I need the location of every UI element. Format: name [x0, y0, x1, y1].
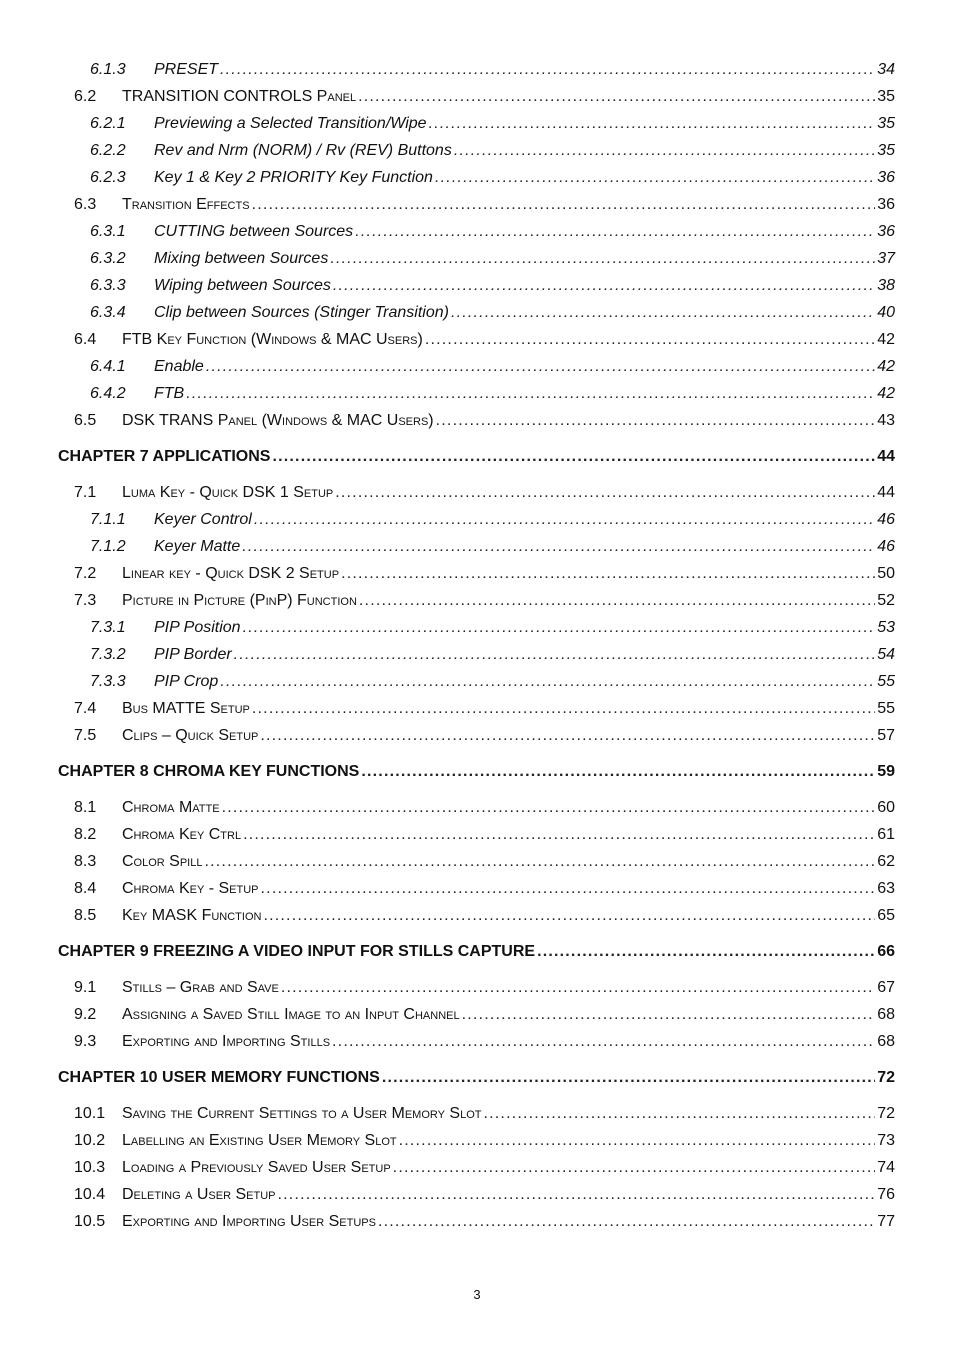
toc-entry-title: PIP Position — [154, 619, 241, 636]
dot-leader — [243, 614, 876, 641]
dot-leader — [281, 974, 875, 1001]
toc-entry[interactable] — [0, 56, 954, 83]
toc-entry[interactable] — [0, 695, 954, 722]
toc-entry-page: 59 — [877, 763, 895, 780]
toc-entry-title: Exporting and Importing User Setups — [122, 1213, 376, 1230]
toc-entry-page: 52 — [877, 592, 895, 609]
toc-entry-number: 8.2 — [74, 826, 97, 843]
toc-entry[interactable] — [0, 668, 954, 695]
dot-leader — [330, 245, 875, 272]
toc-entry-number: 9.3 — [74, 1033, 97, 1050]
toc-entry[interactable] — [0, 1154, 954, 1181]
toc-entry-number: 6.3.2 — [90, 250, 126, 267]
toc-entry[interactable] — [0, 1208, 954, 1235]
toc-entry-number: 10.5 — [74, 1213, 106, 1230]
toc-entry-number: 7.3.1 — [90, 619, 126, 636]
toc-entry-page: 40 — [877, 304, 895, 321]
toc-entry-number: 6.5 — [74, 412, 97, 429]
dot-leader — [435, 164, 875, 191]
toc-entry[interactable] — [0, 902, 954, 929]
toc-entry-title: FTB Key Function (Windows & MAC Users) — [122, 331, 423, 348]
toc-entry-title: DSK TRANS Panel (Windows & MAC Users) — [122, 412, 434, 429]
toc-entry[interactable] — [0, 407, 954, 434]
toc-entry-title: Key 1 & Key 2 PRIORITY Key Function — [154, 169, 433, 186]
toc-entry-title: CHAPTER 7 APPLICATIONS — [58, 448, 271, 465]
dot-leader — [252, 191, 876, 218]
toc-entry-title: TRANSITION CONTROLS Panel — [122, 88, 357, 105]
dot-leader — [204, 848, 875, 875]
toc-entry-page: 34 — [877, 61, 895, 78]
toc-entry-page: 46 — [877, 538, 895, 555]
toc-chapter-entry[interactable] — [0, 1059, 954, 1096]
toc-entry-number: 6.3.4 — [90, 304, 126, 321]
dot-leader — [451, 299, 875, 326]
toc-entry-title: Transition Effects — [122, 196, 250, 213]
dot-leader — [341, 560, 875, 587]
dot-leader — [378, 1208, 875, 1235]
toc-entry-title: Saving the Current Settings to a User Memory Slot — [122, 1105, 482, 1122]
toc-entry-number: 6.3.1 — [90, 223, 126, 240]
dot-leader — [332, 1028, 875, 1055]
dot-leader — [243, 821, 875, 848]
toc-entry-number: 9.1 — [74, 979, 97, 996]
toc-entry-number: 10.3 — [74, 1159, 106, 1176]
toc-entry-number: 6.2 — [74, 88, 97, 105]
toc-entry[interactable] — [0, 137, 954, 164]
dot-leader — [260, 722, 875, 749]
toc-entry[interactable] — [0, 110, 954, 137]
toc-entry[interactable] — [0, 1181, 954, 1208]
toc-entry-number: 7.1.1 — [90, 511, 126, 528]
toc-entry[interactable] — [0, 1127, 954, 1154]
toc-entry-number: 6.2.2 — [90, 142, 126, 159]
toc-entry-title: PRESET — [154, 61, 219, 78]
toc-entry-page: 35 — [877, 115, 895, 132]
toc-entry-title: Chroma Key Ctrl — [122, 826, 242, 843]
toc-entry-page: 35 — [877, 88, 895, 105]
dot-leader — [425, 326, 875, 353]
dot-leader — [206, 353, 875, 380]
toc-entry-title: Clips – Quick Setup — [122, 727, 259, 744]
dot-leader — [361, 753, 875, 790]
dot-leader — [220, 668, 875, 695]
toc-entry-page: 60 — [877, 799, 895, 816]
toc-entry-title: Assigning a Saved Still Image to an Input Channel — [122, 1006, 460, 1023]
dot-leader — [272, 438, 875, 475]
toc-entry-page: 53 — [877, 619, 895, 636]
toc-entry-number: 6.1.3 — [90, 61, 126, 78]
toc-entry[interactable] — [0, 821, 954, 848]
dot-leader — [261, 875, 876, 902]
toc-entry-page: 68 — [877, 1033, 895, 1050]
toc-entry[interactable] — [0, 191, 954, 218]
toc-entry-title: Stills – Grab and Save — [122, 979, 279, 996]
toc-entry-number: 6.4 — [74, 331, 97, 348]
toc-entry-title: Enable — [154, 358, 204, 375]
toc-entry[interactable] — [0, 380, 954, 407]
dot-leader — [484, 1100, 876, 1127]
toc-entry-number: 6.3.3 — [90, 277, 126, 294]
toc-entry-page: 66 — [877, 943, 895, 960]
toc-entry-number: 9.2 — [74, 1006, 97, 1023]
toc-entry-number: 8.1 — [74, 799, 97, 816]
toc-entry-title: Linear key - Quick DSK 2 Setup — [122, 565, 340, 582]
toc-entry-number: 8.4 — [74, 880, 97, 897]
toc-entry-page: 76 — [877, 1186, 895, 1203]
toc-entry-page: 43 — [877, 412, 895, 429]
dot-leader — [186, 380, 875, 407]
toc-entry-title: Exporting and Importing Stills — [122, 1033, 331, 1050]
toc-entry[interactable] — [0, 218, 954, 245]
toc-entry-page: 68 — [877, 1006, 895, 1023]
dot-leader — [436, 407, 876, 434]
toc-entry-page: 36 — [877, 223, 895, 240]
toc-entry-page: 44 — [877, 484, 895, 501]
toc-entry[interactable] — [0, 1028, 954, 1055]
toc-entry-page: 54 — [877, 646, 895, 663]
toc-entry-number: 6.2.1 — [90, 115, 126, 132]
toc-entry-title: Keyer Control — [154, 511, 252, 528]
toc-entry-title: CUTTING between Sources — [154, 223, 354, 240]
toc-entry[interactable] — [0, 1100, 954, 1127]
toc-entry[interactable] — [0, 794, 954, 821]
toc-entry-number: 10.4 — [74, 1186, 106, 1203]
toc-entry-page: 55 — [877, 673, 895, 690]
toc-entry-number: 7.5 — [74, 727, 97, 744]
toc-entry[interactable] — [0, 164, 954, 191]
dot-leader — [234, 641, 876, 668]
toc-entry-title: Labelling an Existing User Memory Slot — [122, 1132, 397, 1149]
toc-entry-number: 6.4.1 — [90, 358, 126, 375]
dot-leader — [277, 1181, 875, 1208]
toc-entry-page: 55 — [877, 700, 895, 717]
dot-leader — [393, 1154, 876, 1181]
toc-entry-number: 7.1 — [74, 484, 97, 501]
toc-entry-title: Color Spill — [122, 853, 203, 870]
toc-entry-page: 37 — [877, 250, 895, 267]
toc-entry-page: 38 — [877, 277, 895, 294]
toc-entry-page: 36 — [877, 196, 895, 213]
toc-entry-number: 7.4 — [74, 700, 97, 717]
dot-leader — [252, 695, 875, 722]
toc-entry-title: FTB — [154, 385, 185, 402]
toc-entry-page: 72 — [877, 1105, 895, 1122]
toc-entry-page: 77 — [877, 1213, 895, 1230]
toc-entry[interactable] — [0, 479, 954, 506]
toc-entry-title: Wiping between Sources — [154, 277, 331, 294]
toc-entry[interactable] — [0, 722, 954, 749]
toc-entry[interactable] — [0, 533, 954, 560]
toc-entry-page: 74 — [877, 1159, 895, 1176]
toc-entry-page: 62 — [877, 853, 895, 870]
toc-entry-title: Deleting a User Setup — [122, 1186, 276, 1203]
toc-entry-number: 6.2.3 — [90, 169, 126, 186]
toc-entry-number: 7.1.2 — [90, 538, 126, 555]
toc-entry-title: Keyer Matte — [154, 538, 241, 555]
toc-entry-title: PIP Crop — [154, 673, 219, 690]
dot-leader — [359, 587, 875, 614]
toc-entry-title: Chroma Key - Setup — [122, 880, 259, 897]
toc-entry-title: Bus MATTE Setup — [122, 700, 250, 717]
toc-entry-page: 50 — [877, 565, 895, 582]
toc-entry-number: 7.3.3 — [90, 673, 126, 690]
dot-leader — [355, 218, 875, 245]
dot-leader — [429, 110, 876, 137]
toc-entry[interactable] — [0, 614, 954, 641]
toc-entry-page: 73 — [877, 1132, 895, 1149]
toc-chapter-entry[interactable] — [0, 438, 954, 475]
dot-leader — [382, 1059, 875, 1096]
toc-entry-title: PIP Border — [154, 646, 232, 663]
toc-entry-number: 10.1 — [74, 1105, 106, 1122]
toc-entry[interactable] — [0, 326, 954, 353]
dot-leader — [254, 506, 875, 533]
toc-entry-title: CHAPTER 8 CHROMA KEY FUNCTIONS — [58, 763, 360, 780]
toc-entry-number: 6.3 — [74, 196, 97, 213]
page-number: 3 — [473, 1287, 481, 1302]
toc-entry-page: 42 — [877, 331, 895, 348]
toc-entry-number: 8.3 — [74, 853, 97, 870]
toc-entry-number: 7.3.2 — [90, 646, 126, 663]
toc-chapter-entry[interactable] — [0, 753, 954, 790]
toc-entry[interactable] — [0, 299, 954, 326]
toc-entry-title: CHAPTER 10 USER MEMORY FUNCTIONS — [58, 1069, 380, 1086]
toc-entry-page: 35 — [877, 142, 895, 159]
toc-entry-title: Key MASK Function — [122, 907, 262, 924]
toc-chapter-entry[interactable] — [0, 933, 954, 970]
toc-entry[interactable] — [0, 83, 954, 110]
toc-entry-page: 42 — [877, 385, 895, 402]
toc-entry-title: CHAPTER 9 FREEZING A VIDEO INPUT FOR STILLS CAPTURE — [58, 943, 536, 960]
toc-entry-title: Picture in Picture (PinP) Function — [122, 592, 357, 609]
toc-entry-number: 8.5 — [74, 907, 97, 924]
toc-entry-title: Mixing between Sources — [154, 250, 329, 267]
toc-entry-title: Chroma Matte — [122, 799, 220, 816]
toc-entry-page: 67 — [877, 979, 895, 996]
dot-leader — [399, 1127, 876, 1154]
toc-entry-page: 36 — [877, 169, 895, 186]
dot-leader — [454, 137, 875, 164]
toc-entry-title: Luma Key - Quick DSK 1 Setup — [122, 484, 334, 501]
toc-entry-page: 61 — [877, 826, 895, 843]
toc-entry-page: 46 — [877, 511, 895, 528]
toc-entry-page: 72 — [877, 1069, 895, 1086]
toc-entry[interactable] — [0, 1001, 954, 1028]
dot-leader — [333, 272, 875, 299]
toc-entry[interactable] — [0, 245, 954, 272]
toc-entry[interactable] — [0, 587, 954, 614]
toc-entry[interactable] — [0, 272, 954, 299]
toc-entry-page: 42 — [877, 358, 895, 375]
toc-entry-title: Loading a Previously Saved User Setup — [122, 1159, 391, 1176]
toc-entry[interactable] — [0, 353, 954, 380]
dot-leader — [358, 83, 875, 110]
dot-leader — [263, 902, 875, 929]
toc-entry-page: 65 — [877, 907, 895, 924]
toc-entry-number: 7.3 — [74, 592, 97, 609]
toc-entry-page: 57 — [877, 727, 895, 744]
dot-leader — [335, 479, 875, 506]
toc-entry[interactable] — [0, 875, 954, 902]
toc-entry-title: Clip between Sources (Stinger Transition) — [154, 304, 449, 321]
dot-leader — [462, 1001, 876, 1028]
toc-entry-page: 44 — [877, 448, 895, 465]
toc-entry[interactable] — [0, 974, 954, 1001]
toc-entry[interactable] — [0, 560, 954, 587]
toc-entry-page: 63 — [877, 880, 895, 897]
toc-entry-title: Previewing a Selected Transition/Wipe — [154, 115, 427, 132]
dot-leader — [242, 533, 875, 560]
table-of-contents — [0, 56, 954, 1235]
toc-entry[interactable] — [0, 506, 954, 533]
toc-entry-number: 10.2 — [74, 1132, 106, 1149]
toc-entry-number: 7.2 — [74, 565, 97, 582]
toc-entry-number: 6.4.2 — [90, 385, 126, 402]
dot-leader — [537, 933, 875, 970]
toc-entry-title: Rev and Nrm (NORM) / Rv (REV) Buttons — [154, 142, 452, 159]
toc-entry[interactable] — [0, 641, 954, 668]
toc-entry[interactable] — [0, 848, 954, 875]
dot-leader — [222, 794, 876, 821]
dot-leader — [220, 56, 875, 83]
